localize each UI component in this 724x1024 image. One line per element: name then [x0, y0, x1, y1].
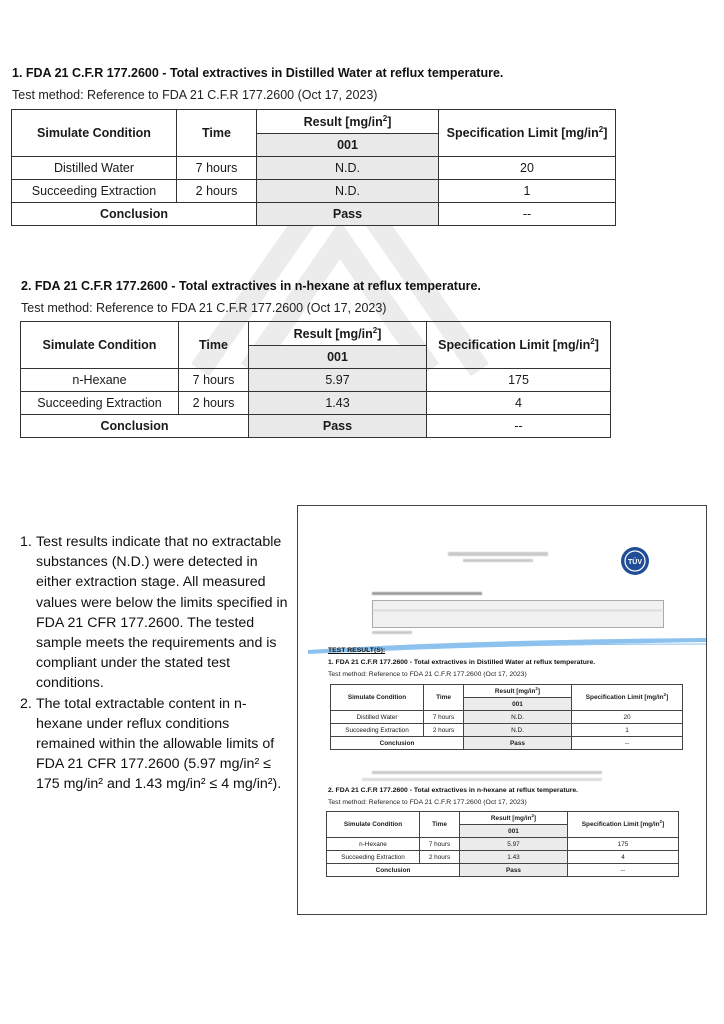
section2-title: 2. FDA 21 C.F.R 177.2600 - Total extractives in n-hexane at reflux temperature.	[21, 279, 481, 293]
section1-method: Test method: Reference to FDA 21 C.F.R 177.2600 (Oct 17, 2023)	[12, 88, 378, 102]
note-text: Test results indicate that no extractable substances (N.D.) were detected in either extraction stage. All measured values were below the limits specified in FDA 21 CFR 177.2600. The tested sample meets the requirements and is compliant under the stated test conditions.	[36, 534, 288, 692]
preview-test-results-label: TEST RESULT(S):	[328, 647, 386, 654]
section1-table	[11, 109, 616, 226]
col-header-time: Time	[179, 322, 249, 369]
cell-time: 7 hours	[179, 369, 249, 392]
conclusion-result: Pass	[249, 415, 427, 438]
notes-list	[20, 532, 290, 795]
cell-time: 2 hours	[177, 180, 257, 203]
cell-time: 2 hours	[179, 392, 249, 415]
cell-limit: 20	[439, 157, 616, 180]
preview-section1-title: 1. FDA 21 C.F.R 177.2600 - Total extractives in Distilled Water at reflux temperature.	[328, 659, 596, 666]
col-header-sample: 001	[249, 346, 427, 369]
conclusion-row	[12, 203, 616, 226]
note-item: 2. The total extractable content in n-hexane under reflux conditions remained within the allowable limits of FDA 21 CFR 177.2600 (5.97 mg/in² ≤ 175 mg/in² and 1.43 mg/in² ≤ 4 mg/in²).	[20, 695, 282, 793]
col-header-result: Result $[mg/in^2]$	[249, 322, 427, 346]
preview-section2-method: Test method: Reference to FDA 21 C.F.R 177.2600 (Oct 17, 2023)	[328, 799, 527, 806]
preview-section1-method: Test method: Reference to FDA 21 C.F.R 177.2600 (Oct 17, 2023)	[328, 671, 527, 678]
cell-condition: Distilled Water	[12, 157, 177, 180]
col-header-limit: Specification Limit $[mg/in^2]$	[427, 322, 611, 369]
preview-section2-table: Simulate Condition Time Result $[mg/in^2]$ Specification Limit $[mg/in^2]$ 001 n-Hexane 7 hours 5.97 175 Succeeding Extraction 2 hours 1.43 4 Conclusion Pass --	[326, 811, 679, 877]
cell-condition: n-Hexane	[21, 369, 179, 392]
conclusion-limit: --	[427, 415, 611, 438]
svg-text:TÜV: TÜV	[628, 559, 642, 566]
cell-result: N.D.	[257, 180, 439, 203]
col-header-limit: Specification Limit $[mg/in^2]$	[439, 110, 616, 157]
col-header-sample: 001	[257, 134, 439, 157]
cell-result: N.D.	[257, 157, 439, 180]
cell-condition: Succeeding Extraction	[12, 180, 177, 203]
preview-section1-table: Simulate Condition Time Result $[mg/in^2]$ Specification Limit $[mg/in^2]$ 001 Distilled Water 7 hours N.D. 20 Succeeding Extraction 2 hours N.D. 1 Conclusion Pass --	[330, 684, 683, 750]
cell-result: 5.97	[249, 369, 427, 392]
section2-table	[20, 321, 611, 438]
cell-limit: 175	[427, 369, 611, 392]
col-header-time: Time	[177, 110, 257, 157]
conclusion-row	[21, 415, 611, 438]
table-row	[12, 180, 616, 203]
cell-time: 7 hours	[177, 157, 257, 180]
conclusion-label: Conclusion	[21, 415, 249, 438]
cell-limit: 4	[427, 392, 611, 415]
certification-logo-icon	[620, 546, 650, 576]
note-text: The total extractable content in n-hexane under reflux conditions remained within the allowable limits of FDA 21 CFR 177.2600 (5.97 mg/in² ≤ 175 mg/in² and 1.43 mg/in² ≤ 4 mg/in²).	[36, 695, 282, 793]
table-row	[21, 392, 611, 415]
cell-result: 1.43	[249, 392, 427, 415]
cell-limit: 1	[439, 180, 616, 203]
col-header-condition: Simulate Condition	[12, 110, 177, 157]
conclusion-limit: --	[439, 203, 616, 226]
report-preview-image	[297, 505, 707, 915]
col-header-condition: Simulate Condition	[21, 322, 179, 369]
col-header-result: Result $[mg/in^2]$	[257, 110, 439, 134]
table-row	[12, 157, 616, 180]
cell-condition: Succeeding Extraction	[21, 392, 179, 415]
section2-method: Test method: Reference to FDA 21 C.F.R 177.2600 (Oct 17, 2023)	[21, 301, 387, 315]
conclusion-result: Pass	[257, 203, 439, 226]
note-item: 1. Test results indicate that no extractable substances (N.D.) were detected in either extraction stage. All measured values were below the limits specified in FDA 21 CFR 177.2600. The tested sample meets the requirements and is compliant under the stated test conditions.	[20, 534, 288, 692]
preview-section2-title: 2. FDA 21 C.F.R 177.2600 - Total extractives in n-hexane at reflux temperature.	[328, 787, 579, 794]
section1-title: 1. FDA 21 C.F.R 177.2600 - Total extractives in Distilled Water at reflux temperature.	[12, 66, 504, 80]
table-row	[21, 369, 611, 392]
conclusion-label: Conclusion	[12, 203, 257, 226]
